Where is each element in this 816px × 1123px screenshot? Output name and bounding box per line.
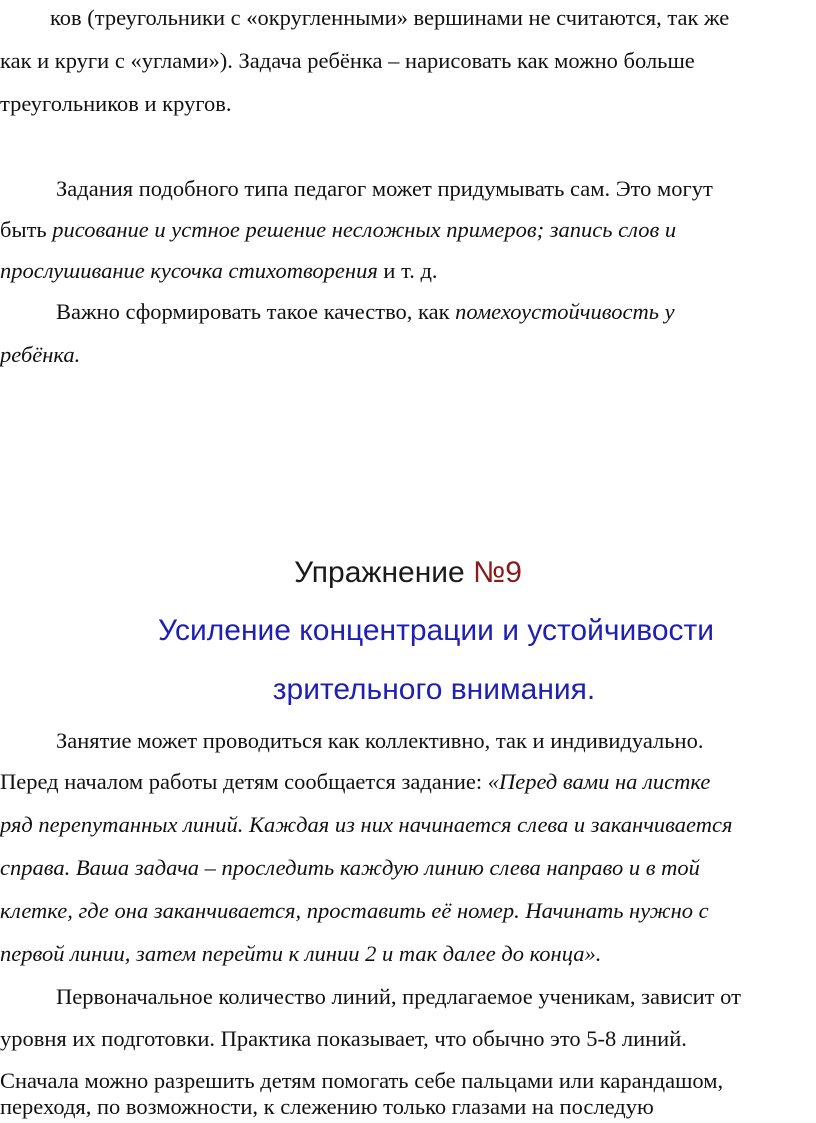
paragraph4-line3: ряд перепутанных линий. Каждая из них начинается слева и заканчивается (0, 812, 733, 837)
paragraph5-line4: переходя, по возможности, к слежению только глазами на последую (0, 1094, 654, 1119)
paragraph4-line4: справа. Ваша задача – проследить каждую линию слева направо и в той (0, 855, 700, 880)
exercise-title-line1: Усиление концентрации и устойчивости (157, 614, 715, 647)
paragraph5-line3: Сначала можно разрешить детям помогать себе пальцами или карандашом, (0, 1068, 724, 1093)
paragraph5-line1: Первоначальное количество линий, предлагаемое ученикам, зависит от (56, 984, 741, 1009)
paragraph3-line1-plain: Важно сформировать такое качество, как (56, 299, 450, 324)
paragraph1-line2: как и круги с «углами»). Задача ребёнка – нарисовать как можно больше (0, 48, 695, 73)
paragraph1-line1: ков (треугольники с «округленными» вершинами не считаются, так же (50, 5, 730, 30)
paragraph2-line1: Задания подобного типа педагог может придумывать сам. Это могут (56, 176, 713, 201)
exercise-word: Упражнение (294, 556, 465, 589)
paragraph4-line1: Занятие может проводиться как коллективно, так и индивидуально. (56, 728, 704, 753)
paragraph4-line2-italic: «Перед вами на листке (487, 769, 711, 794)
paragraph1-line3: треугольников и кругов. (0, 91, 232, 116)
paragraph2-line2-italic: рисование и устное решение несложных примеров; запись слов и (52, 217, 677, 242)
paragraph4-line2-plain: Перед началом работы детям сообщается задание: (0, 769, 483, 794)
paragraph4-line6: первой линии, затем перейти к линии 2 и так далее до конца». (0, 941, 602, 966)
paragraph2-line2 (0, 216, 676, 244)
paragraph4-line2 (0, 768, 710, 796)
paragraph2-line3 (0, 257, 438, 285)
paragraph4-line5: клетке, где она заканчивается, проставить её номер. Начинать нужно с (0, 898, 709, 923)
paragraph2-line3-plain: и т. д. (383, 258, 438, 283)
paragraph3-line1 (56, 298, 675, 326)
exercise-number: №9 (473, 556, 522, 589)
paragraph3-line2: ребёнка. (0, 342, 81, 367)
paragraph2-line2-plain: быть (0, 217, 47, 242)
exercise-title-line2: зрительного внимания. (272, 673, 596, 706)
paragraph5-line2: уровня их подготовки. Практика показывает, что обычно это 5-8 линий. (0, 1026, 687, 1051)
exercise-heading (0, 555, 816, 591)
paragraph2-line3-italic: прослушивание кусочка стихотворения (0, 258, 378, 283)
paragraph3-line1-italic: помехоустойчивость у (455, 299, 675, 324)
